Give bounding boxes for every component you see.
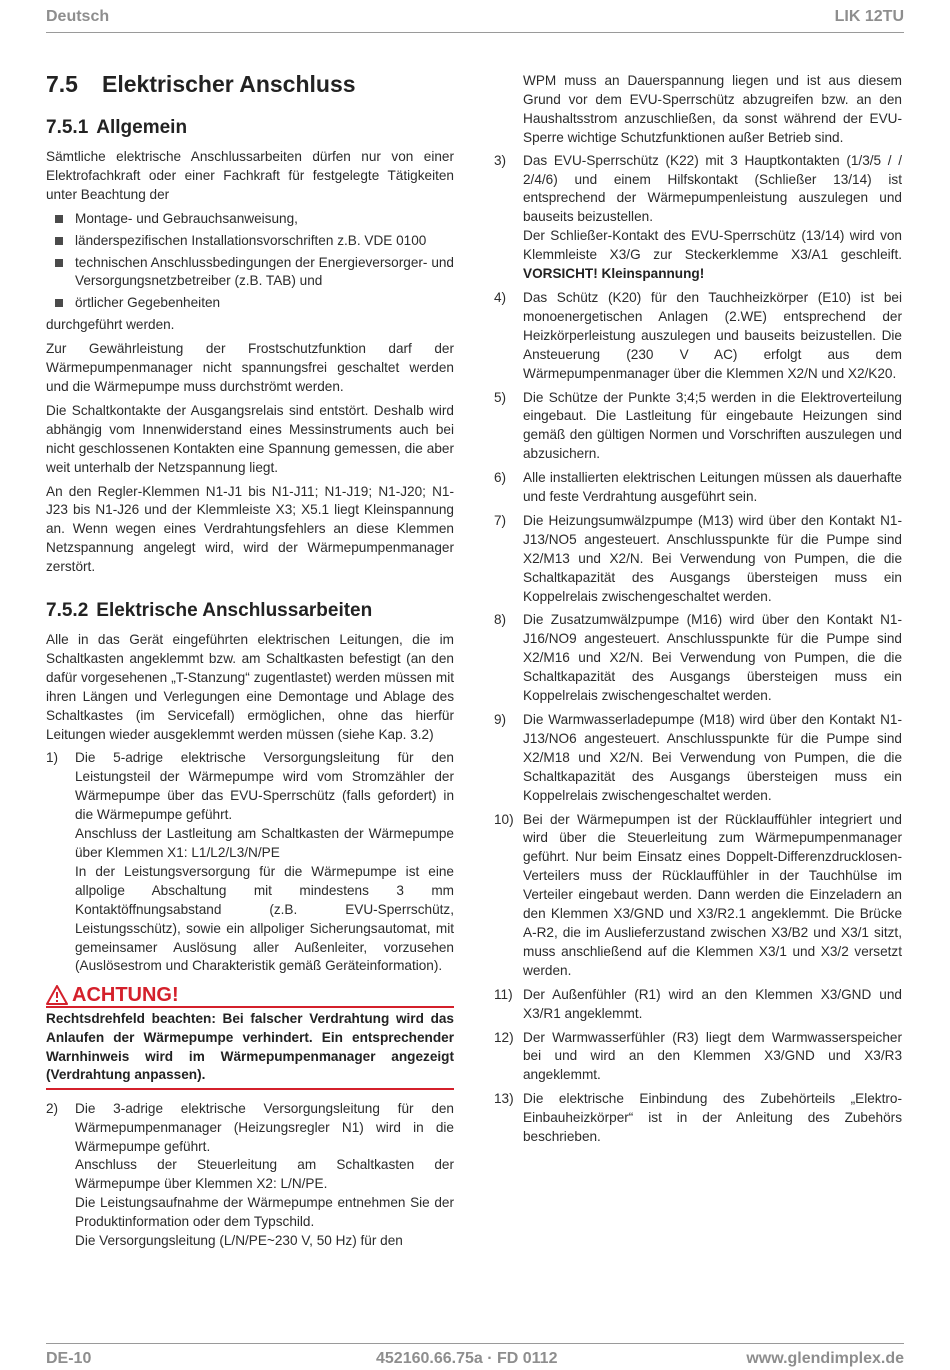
list-item-text: Das Schütz (K20) für den Tauchheizkörper (E10) ist bei monoenergetischen Anlagen (2.WE) entsprechend der Heizkörperleistung auszulegen und bauseits beizustellen. Die Ansteuerung (230 V AC) erfolgt aus dem Wärmepumpenmanager über die Klemmen X2/N und X2/K20. xyxy=(523,289,902,381)
list-item-text: länderspezifischen Installationsvorschriften z.B. VDE 0100 xyxy=(75,232,427,248)
list-item xyxy=(494,469,902,507)
list-number: 12) xyxy=(494,1029,514,1045)
warning-triangle-icon xyxy=(46,985,68,1005)
page-number: DE-10 xyxy=(46,1350,92,1367)
list-item-text: Die elektrische Einbindung des Zubehörteils „Elektro-Einbauheizkörper“ ist in der Anleitung des Zubehörs beschrieben. xyxy=(523,1091,902,1145)
list-number: 5) xyxy=(494,389,507,405)
section-number: 7.5 xyxy=(46,71,78,97)
list-item-text: Die Leistungsaufnahme der Wärmepumpe entnehmen Sie der Produktinformation oder dem Typschild. xyxy=(75,1195,454,1230)
left-column xyxy=(46,70,454,1256)
caution-label: VORSICHT! Kleinspannung! xyxy=(523,266,705,282)
list-number: 13) xyxy=(494,1091,514,1107)
list-number: 7) xyxy=(494,512,507,528)
list-item xyxy=(494,1090,902,1147)
warning-title xyxy=(46,984,454,1008)
list-item-text: technischen Anschlussbedingungen der Energieversorger- und Versorgungsnetzbetreiber (z.B. TAB) und xyxy=(75,254,454,289)
list-item xyxy=(494,811,902,981)
paragraph: durchgeführt werden. xyxy=(46,317,175,333)
list-number: 6) xyxy=(494,470,507,486)
section-heading xyxy=(46,70,454,98)
list-number: 9) xyxy=(494,712,507,727)
list-item-text: Die Warmwasserladepumpe (M18) wird über den Kontakt N1-J13/NO6 angesteuert. Anschlusspunkte für die Pumpe sind X2/M18 und X2/N. Bei Verwendung von Pumpen, die die Schaltkapazität des Ausgangs übersteigen muss ein Koppelrelais zwischengeschaltet werden. xyxy=(523,712,902,803)
list-number: 2) xyxy=(46,1100,59,1116)
warning-text: Rechtsdrehfeld beachten: Bei falscher Verdrahtung wird das Anlaufen der Wärmepumpe verhindert. Ein entsprechender Warnhinweis wird im Wärmepumpenmanager angezeigt (Verdrahtung anpassen). xyxy=(46,1008,454,1089)
paragraph: Sämtliche elektrische Anschlussarbeiten dürfen nur von einer Elektrofachkraft oder einer Fachkraft für festgelegte Tätigkeiten unter Beachtung der xyxy=(46,149,454,202)
list-item xyxy=(46,294,454,313)
document-number: 452160.66.75a · FD 0112 xyxy=(376,1350,558,1367)
page-header xyxy=(46,6,904,33)
subsection-number: 7.5.1 xyxy=(46,117,89,138)
right-column xyxy=(494,72,902,1152)
list-item xyxy=(494,986,902,1024)
list-item xyxy=(494,611,902,706)
list-item-text: Anschluss der Lastleitung am Schaltkasten der Wärmepumpe über Klemmen X1: L1/L2/L3/N/PE xyxy=(75,826,454,860)
list-item-text: Der Warmwasserfühler (R3) liegt dem Warmwasserspeicher bei und wird an den Klemmen X3/GND und X3/R3 angeklemmt. xyxy=(523,1029,902,1083)
subsection-heading-anschlussarbeiten xyxy=(46,599,454,623)
numbered-list xyxy=(46,1100,454,1251)
list-item xyxy=(494,1029,902,1086)
list-item xyxy=(494,512,902,607)
list-number: 8) xyxy=(494,612,507,628)
list-item-text: Montage- und Gebrauchsanweisung, xyxy=(75,210,298,226)
paragraph: Die Schaltkontakte der Ausgangsrelais sind entstört. Deshalb wird abhängig vom Innenwiderstand eines Messinstruments auch bei nicht geschlossenen Kontakten eine Spannung gemessen, die aber weit unterhalb der Netzspannung liegt. xyxy=(46,402,454,475)
subsection-title: Elektrische Anschlussarbeiten xyxy=(96,600,373,622)
list-item xyxy=(46,254,454,292)
list-item-text: Die 3-adrige elektrische Versorgungsleitung für den Wärmepumpenmanager (Heizungsregler N1) wird in die Wärmepumpe geführt. xyxy=(75,1100,454,1154)
page-footer xyxy=(46,1343,904,1368)
website-url: www.glendimplex.de xyxy=(746,1350,904,1367)
paragraph: An den Regler-Klemmen N1-J1 bis N1-J11; N1-J19; N1-J20; N1-J23 bis N1-J26 und der Klemmleiste X3; X5.1 liegt Kleinspannung an. Wenn wegen eines Verdrahtungsfehlers an diese Klemmen Netzspannung angelegt wird, wird der Wärmepumpenmanager zerstört. xyxy=(46,483,454,575)
numbered-list xyxy=(46,749,454,976)
list-item xyxy=(494,152,902,284)
list-item-text: Die Versorgungsleitung (L/N/PE~230 V, 50 Hz) für den xyxy=(75,1233,403,1249)
bullet-icon xyxy=(55,299,63,307)
bullet-list xyxy=(46,210,454,314)
list-item-text xyxy=(523,227,902,284)
bullet-icon xyxy=(55,237,63,245)
list-item-text: örtlicher Gegebenheiten xyxy=(75,295,221,311)
list-item xyxy=(494,711,902,806)
paragraph: Zur Gewährleistung der Frostschutzfunktion darf der Wärmepumpenmanager nicht spannungsfrei geschaltet werden und die Wärmepumpe muss durchströmt werden. xyxy=(46,341,454,394)
warning-box xyxy=(46,984,454,1089)
list-item-text: Der Außenfühler (R1) wird an den Klemmen X3/GND und X3/R1 angeklemmt. xyxy=(523,986,902,1021)
list-number: 1) xyxy=(46,750,59,766)
list-item xyxy=(494,289,902,384)
paragraph: Alle in das Gerät eingeführten elektrischen Leitungen, die im Schaltkasten angeklemmt bzw. am Schaltkasten befestigt (an den dafür vorgesehenen „T-Stanzung“ zugentlastet) werden müssen mit ihren Längen und Verlegungen eine Demontage und Ablage des Schaltkastes (im Servicefall) ermöglichen, ohne das hierfür Leitungen wieder ausgeklemmt werden müssen (siehe Kap. 3.2) xyxy=(46,632,454,742)
list-number: 3) xyxy=(494,152,507,168)
bullet-icon xyxy=(55,259,63,267)
subsection-title: Allgemein xyxy=(96,117,188,138)
list-number: 4) xyxy=(494,289,507,305)
list-item-text: Die 5-adrige elektrische Versorgungsleitung für den Leistungsteil der Wärmepumpe wird vom Stromzähler der Wärmepumpe über das EVU-Sperrschütz (falls gefordert) in die Wärmepumpe geführt. xyxy=(75,750,454,823)
list-item-text: Die Schütze der Punkte 3;4;5 werden in die Elektroverteilung eingebaut. Die Lastleitung für eingebaute Heizungen sind gemäß den gültigen Normen und Vorschriften auszulegen und abzusichern. xyxy=(523,389,902,462)
list-item-text: In der Leistungsversorgung für die Wärmepumpe ist eine allpolige Abschaltung mit mindestens 3 mm Kontaktöffnungsabstand (z.B. EVU-Sperrschütz, Leistungsschütz), sowie ein allpoliger Sicherungsautomat, mit gemeinsamer Auslösung aller Außenleiter, vorzusehen (Auslösestrom und Charakteristik gemäß Geräteinformation). xyxy=(75,863,454,974)
list-item-continuation: WPM muss an Dauerspannung liegen und ist aus diesem Grund vor dem EVU-Sperrschütz abzugreifen bzw. an den Haushaltsstrom anzuschließen, da sonst während der EVU-Sperre wichtige Schutzfunktionen außer Betrieb sind. xyxy=(523,73,902,145)
list-number: 10) xyxy=(494,811,514,827)
list-item-text: Die Heizungsumwälzpumpe (M13) wird über den Kontakt N1-J13/NO5 angesteuert. Anschlusspunkte für die Pumpe sind X2/M13 und X2/N. Bei Verwendung von Pumpen, die die Schaltkapazität des Ausgangs übersteigen muss ein Koppelrelais zwischengeschaltet werden. xyxy=(523,512,902,604)
bullet-icon xyxy=(55,215,63,223)
list-item xyxy=(46,749,454,976)
list-item-text: Alle installierten elektrischen Leitungen müssen als dauerhafte und feste Verdrahtung ausgeführt sein. xyxy=(523,470,902,505)
section-title: Elektrischer Anschluss xyxy=(102,71,356,97)
list-item xyxy=(46,232,454,251)
numbered-list xyxy=(494,152,902,1147)
list-number: 11) xyxy=(494,986,513,1002)
list-item-text: Anschluss der Steuerleitung am Schaltkasten der Wärmepumpe über Klemmen X2: L/N/PE. xyxy=(75,1157,454,1192)
list-item-text-part: Der Schließer-Kontakt des EVU-Sperrschütz (13/14) wird von Klemmleiste X3/G zur Steckerklemme X3/A1 geschleift. xyxy=(523,228,902,263)
subsection-number: 7.5.2 xyxy=(46,600,89,622)
list-item xyxy=(494,389,902,465)
header-model: LIK 12TU xyxy=(834,8,904,25)
header-language: Deutsch xyxy=(46,8,110,25)
list-item xyxy=(46,1100,454,1251)
list-item-text: Das EVU-Sperrschütz (K22) mit 3 Hauptkontakten (1/3/5 / / 2/4/6) und einem Hilfskontakt (Schließer 13/14) ist entsprechend der Wärmepumpenleistung auszulegen und bauseits beizustellen. xyxy=(523,152,902,225)
list-item-text: Bei der Wärmepumpen ist der Rücklauffühler integriert und wird über die Steuerleitung zum Wärmepumpenmanager geführt. Nur beim Einsatz eines Doppelt-Differenzdrucklosen-Verteilers muss der Rücklauffühler in der Tauchhülse im Verteiler eingebaut werden. Dann werden die Einzeladern an den Klemmen X3/GND und X3/R2.1 angeklemmt. Die Brücke A-R2, die im Auslieferzustand zwischen X3/B2 und X3/1 sitzt, muss anschließend auf die Klemmen X3/1 und X3/2 versetzt werden. xyxy=(523,811,902,978)
warning-title-text: ACHTUNG! xyxy=(72,984,179,1007)
list-item xyxy=(46,210,454,229)
subsection-heading-allgemein xyxy=(46,116,454,140)
list-item-text: Die Zusatzumwälzpumpe (M16) wird über den Kontakt N1-J16/NO9 angesteuert. Anschlusspunkte für die Pumpe sind X2/M16 und X2/N. Bei Verwendung von Pumpen, die die Schaltkapazität des Ausgangs übersteigen muss ein Koppelrelais zwischengeschaltet werden. xyxy=(523,612,902,704)
